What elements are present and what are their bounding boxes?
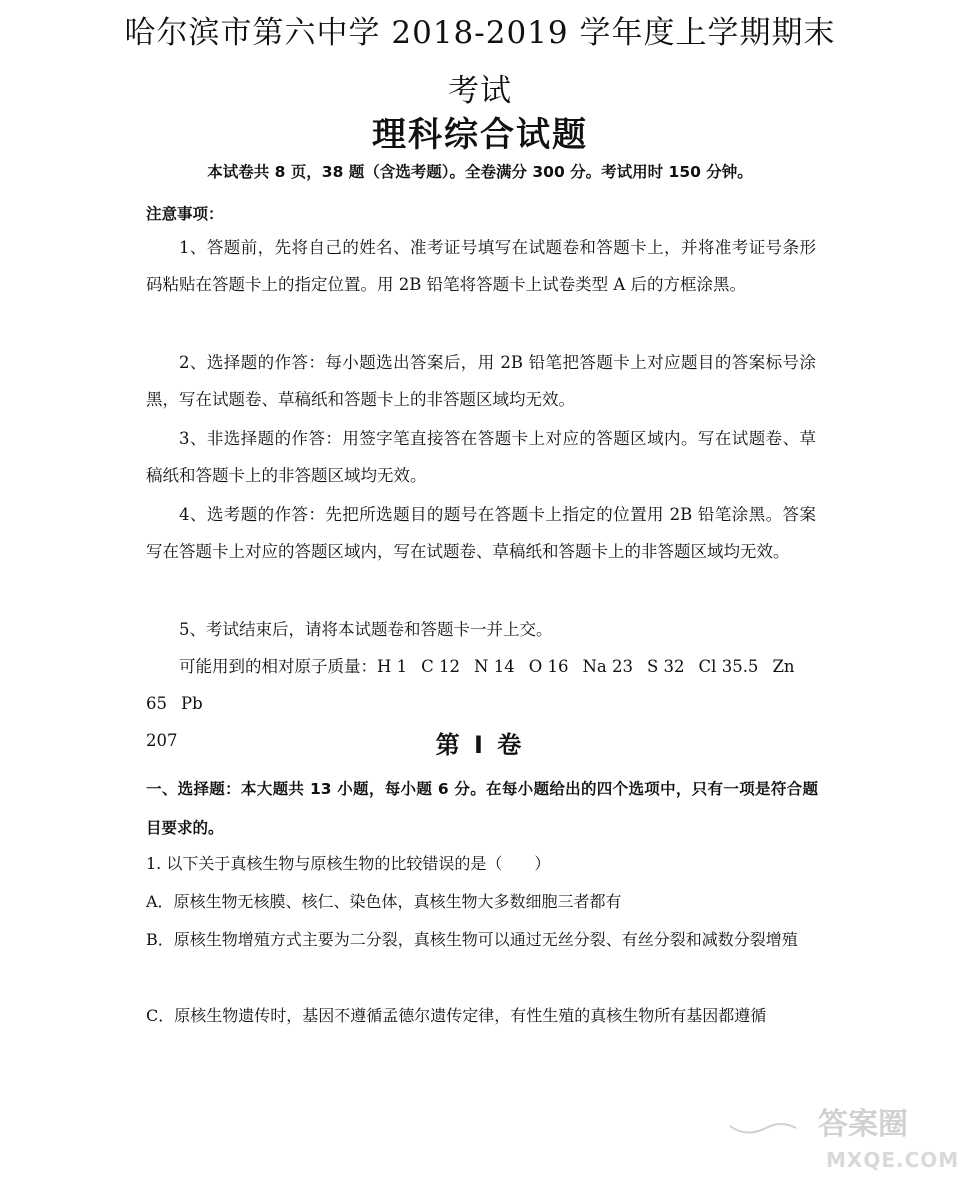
volume-title: 第 I 卷 bbox=[435, 731, 525, 759]
question-stem: 1. 以下关于真核生物与原核生物的比较错误的是（ ） bbox=[146, 854, 551, 873]
element-mass: S 32 bbox=[647, 657, 685, 676]
notice-item-5: 5、考试结束后，请将本试题卷和答题卡一并上交。 bbox=[179, 620, 553, 639]
element-mass: Cl 35.5 bbox=[698, 657, 759, 676]
watermark-logo bbox=[726, 1098, 946, 1148]
element-mass: Pb bbox=[181, 694, 203, 713]
element-mass: O 16 bbox=[528, 657, 569, 676]
notice-item-3: 3、非选择题的作答：用签字笔直接答在答题卡上对应的答题区域内。写在试题卷、草稿纸和答题卡上的非答题区域均无效。 bbox=[146, 429, 816, 485]
atomic-masses-continuation: 207 bbox=[146, 731, 178, 750]
atomic-masses-label: 可能用到的相对原子质量： bbox=[179, 657, 377, 676]
element-mass: C 12 bbox=[421, 657, 461, 676]
element-mass: N 14 bbox=[474, 657, 515, 676]
watermark-logo-text: 答案圈 bbox=[818, 1107, 908, 1142]
watermark-url: MXQE.COM bbox=[826, 1148, 960, 1172]
main-title: 理科综合试题 bbox=[372, 115, 588, 155]
element-mass: Na 23 bbox=[582, 657, 633, 676]
notice-item-4: 4、选考题的作答：先把所选题目的题号在答题卡上指定的位置用 2B 铅笔涂黑。答案写在答题卡上对应的答题区域内，写在试题卷、草稿纸和答题卡上的非答题区域均无效。 bbox=[146, 505, 816, 561]
element-mass: H 1 bbox=[377, 657, 408, 676]
watermark-swoosh bbox=[730, 1124, 796, 1133]
option-b: B．原核生物增殖方式主要为二分裂，真核生物可以通过无丝分裂、有丝分裂和减数分裂增殖 bbox=[146, 930, 798, 949]
element-mass: Zn 65 bbox=[146, 657, 795, 713]
school-title: 哈尔滨市第六中学 2018-2019 学年度上学期期末考试 bbox=[124, 15, 836, 109]
option-c: C．原核生物遗传时，基因不遵循孟德尔遗传定律，有性生殖的真核生物所有基因都遵循 bbox=[146, 1006, 767, 1025]
notice-item-1: 1、答题前，先将自己的姓名、准考证号填写在试题卷和答题卡上，并将准考证号条形码粘贴在答题卡上的指定位置。用 2B 铅笔将答题卡上试卷类型 A 后的方框涂黑。 bbox=[146, 238, 816, 294]
notice-heading: 注意事项： bbox=[146, 205, 224, 223]
notice-item-2: 2、选择题的作答：每小题选出答案后，用 2B 铅笔把答题卡上对应题目的答案标号涂黑，写在试题卷、草稿纸和答题卡上的非答题区域均无效。 bbox=[146, 353, 816, 409]
option-a: A．原核生物无核膜、核仁、染色体，真核生物大多数细胞三者都有 bbox=[146, 892, 622, 911]
section-heading: 一、选择题：本大题共 13 小题，每小题 6 分。在每小题给出的四个选项中，只有一项是符合题目要求的。 bbox=[146, 780, 818, 837]
exam-summary: 本试卷共 8 页，38 题（含选考题）。全卷满分 300 分。考试用时 150 分钟。 bbox=[207, 163, 753, 181]
